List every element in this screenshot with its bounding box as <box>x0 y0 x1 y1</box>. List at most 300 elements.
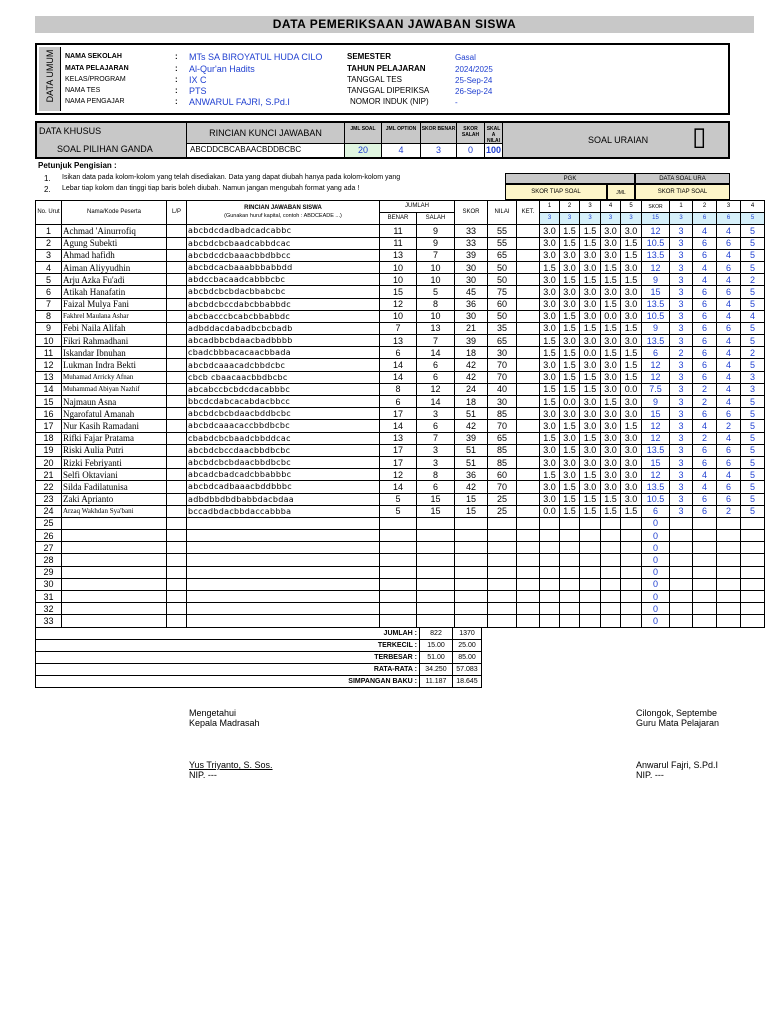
row-uraian-score[interactable]: 6 <box>717 237 741 249</box>
row-pgk-score[interactable]: 1.5 <box>621 420 642 432</box>
empty-cell[interactable] <box>717 517 741 529</box>
row-uraian-score[interactable]: 4 <box>693 420 717 432</box>
row-pgk-score[interactable]: 1.5 <box>621 371 642 383</box>
row-uraian-score[interactable]: 3 <box>670 261 693 273</box>
row-pgk-score[interactable]: 0.0 <box>540 505 560 517</box>
umum-left-value[interactable]: Al-Qur'an Hadits <box>189 64 255 74</box>
row-uraian-score[interactable]: 6 <box>693 249 717 261</box>
empty-cell[interactable] <box>560 554 580 566</box>
empty-cell[interactable] <box>417 615 455 627</box>
empty-cell[interactable] <box>455 554 488 566</box>
empty-cell[interactable] <box>517 554 540 566</box>
row-uraian-score[interactable]: 3 <box>670 249 693 261</box>
row-nama[interactable]: Najmaun Asna <box>62 396 167 408</box>
empty-cell[interactable] <box>62 554 167 566</box>
row-pgk-score[interactable]: 3.0 <box>580 396 601 408</box>
empty-cell[interactable] <box>580 530 601 542</box>
row-pgk-score[interactable]: 3.0 <box>601 286 621 298</box>
row-nama[interactable]: Arju Azka Fu'adi <box>62 274 167 286</box>
empty-cell[interactable] <box>62 578 167 590</box>
empty-cell[interactable] <box>693 578 717 590</box>
empty-cell[interactable] <box>455 615 488 627</box>
row-jawaban[interactable]: abcbdcbcbdacbbabcbc <box>187 286 380 298</box>
row-jawaban[interactable]: abcadcbadcadcbbabbbc <box>187 469 380 481</box>
empty-cell[interactable] <box>455 517 488 529</box>
row-pgk-score[interactable]: 1.5 <box>621 274 642 286</box>
row-uraian-score[interactable]: 5 <box>741 481 765 493</box>
empty-cell[interactable] <box>670 566 693 578</box>
row-lp[interactable] <box>167 225 187 237</box>
empty-cell[interactable] <box>187 554 380 566</box>
row-pgk-score[interactable]: 3.0 <box>540 481 560 493</box>
row-pgk-score[interactable]: 1.5 <box>580 505 601 517</box>
empty-cell[interactable] <box>741 517 765 529</box>
row-pgk-score[interactable]: 1.5 <box>601 261 621 273</box>
row-uraian-score[interactable]: 4 <box>741 310 765 322</box>
empty-cell[interactable] <box>380 554 417 566</box>
row-uraian-score[interactable]: 3 <box>670 298 693 310</box>
row-pgk-score[interactable]: 1.5 <box>601 274 621 286</box>
row-uraian-score[interactable]: 6 <box>693 286 717 298</box>
empty-cell[interactable] <box>62 591 167 603</box>
empty-cell[interactable] <box>455 603 488 615</box>
row-uraian-score[interactable]: 6 <box>717 493 741 505</box>
row-uraian-score[interactable]: 5 <box>741 335 765 347</box>
row-uraian-score[interactable]: 3 <box>670 225 693 237</box>
empty-cell[interactable] <box>741 530 765 542</box>
empty-cell[interactable] <box>417 578 455 590</box>
row-uraian-score[interactable]: 6 <box>693 322 717 334</box>
row-uraian-score[interactable]: 6 <box>693 359 717 371</box>
empty-cell[interactable] <box>717 554 741 566</box>
row-pgk-score[interactable]: 1.5 <box>560 383 580 395</box>
empty-cell[interactable] <box>62 615 167 627</box>
empty-cell[interactable] <box>741 554 765 566</box>
umum-left-value[interactable]: MTs SA BIROYATUL HUDA CILO <box>189 52 323 62</box>
row-uraian-score[interactable]: 6 <box>693 371 717 383</box>
row-uraian-score[interactable]: 6 <box>717 408 741 420</box>
empty-cell[interactable] <box>601 603 621 615</box>
row-pgk-score[interactable]: 1.5 <box>560 371 580 383</box>
row-uraian-score[interactable]: 6 <box>717 261 741 273</box>
row-pgk-score[interactable]: 1.5 <box>540 335 560 347</box>
empty-cell[interactable] <box>741 603 765 615</box>
row-jawaban[interactable]: abcbdcbccdabcbbabbdc <box>187 298 380 310</box>
row-uraian-score[interactable]: 2 <box>741 274 765 286</box>
row-uraian-score[interactable]: 3 <box>670 481 693 493</box>
row-uraian-score[interactable]: 3 <box>670 371 693 383</box>
row-jawaban[interactable]: adbddacdabadbcbcbadb <box>187 322 380 334</box>
row-jawaban[interactable]: abcabccbcbdcdacabbbc <box>187 383 380 395</box>
row-jawaban[interactable]: abcbdcbcbdaacbbdbcbc <box>187 456 380 468</box>
row-pgk-score[interactable]: 3.0 <box>621 481 642 493</box>
row-lp[interactable] <box>167 456 187 468</box>
empty-cell[interactable] <box>670 530 693 542</box>
row-jawaban[interactable]: abcbdcaaacaccbbdbcbc <box>187 420 380 432</box>
row-nama[interactable]: Achmad 'Ainurrofiq <box>62 225 167 237</box>
row-pgk-score[interactable]: 1.5 <box>560 481 580 493</box>
empty-cell[interactable] <box>717 615 741 627</box>
row-jawaban[interactable]: cbadcbbbacacaacbbada <box>187 347 380 359</box>
row-pgk-score[interactable]: 3.0 <box>621 298 642 310</box>
row-jawaban[interactable]: cbabdcbcbaadcbbddcac <box>187 432 380 444</box>
empty-cell[interactable] <box>560 578 580 590</box>
umum-left-value[interactable]: ANWARUL FAJRI, S.Pd.I <box>189 97 290 107</box>
row-pgk-score[interactable]: 1.5 <box>601 322 621 334</box>
row-pgk-score[interactable]: 1.5 <box>560 225 580 237</box>
empty-cell[interactable] <box>517 566 540 578</box>
empty-cell[interactable] <box>167 554 187 566</box>
row-pgk-score[interactable]: 1.5 <box>540 261 560 273</box>
empty-cell[interactable] <box>621 554 642 566</box>
empty-cell[interactable] <box>693 517 717 529</box>
umum-right-value[interactable]: 2024/2025 <box>455 65 493 74</box>
row-pgk-score[interactable]: 3.0 <box>621 469 642 481</box>
empty-cell[interactable] <box>187 517 380 529</box>
row-pgk-score[interactable]: 3.0 <box>601 408 621 420</box>
row-uraian-score[interactable]: 4 <box>717 432 741 444</box>
row-nama[interactable]: Aiman Aliyyudhin <box>62 261 167 273</box>
row-nama[interactable]: Febi Naila Alifah <box>62 322 167 334</box>
empty-cell[interactable] <box>488 517 517 529</box>
row-lp[interactable] <box>167 347 187 359</box>
row-pgk-score[interactable]: 3.0 <box>580 261 601 273</box>
row-pgk-score[interactable]: 1.5 <box>601 493 621 505</box>
row-uraian-score[interactable]: 3 <box>670 286 693 298</box>
kunci-value[interactable]: ABCDDCBCABAACBDDBCBC <box>190 145 302 154</box>
row-uraian-score[interactable]: 6 <box>693 310 717 322</box>
row-uraian-score[interactable]: 2 <box>717 420 741 432</box>
row-uraian-score[interactable]: 4 <box>717 310 741 322</box>
empty-cell[interactable] <box>187 530 380 542</box>
empty-cell[interactable] <box>621 542 642 554</box>
empty-cell[interactable] <box>488 554 517 566</box>
empty-cell[interactable] <box>517 591 540 603</box>
row-nama[interactable]: Rizki Febriyanti <box>62 456 167 468</box>
row-nama[interactable]: Nur Kasih Ramadani <box>62 420 167 432</box>
row-pgk-score[interactable]: 1.5 <box>621 237 642 249</box>
row-nama[interactable]: Iskandar Ibnuhan <box>62 347 167 359</box>
row-pgk-score[interactable]: 1.5 <box>540 469 560 481</box>
row-uraian-score[interactable]: 2 <box>670 347 693 359</box>
empty-cell[interactable] <box>560 615 580 627</box>
row-pgk-score[interactable]: 3.0 <box>580 420 601 432</box>
empty-cell[interactable] <box>601 591 621 603</box>
row-lp[interactable] <box>167 359 187 371</box>
row-uraian-score[interactable]: 6 <box>693 408 717 420</box>
row-pgk-score[interactable]: 1.5 <box>560 310 580 322</box>
empty-cell[interactable] <box>417 566 455 578</box>
empty-cell[interactable] <box>167 603 187 615</box>
empty-cell[interactable] <box>488 542 517 554</box>
row-lp[interactable] <box>167 261 187 273</box>
empty-cell[interactable] <box>488 566 517 578</box>
row-pgk-score[interactable]: 1.5 <box>580 274 601 286</box>
empty-cell[interactable] <box>167 591 187 603</box>
empty-cell[interactable] <box>670 603 693 615</box>
row-pgk-score[interactable]: 3.0 <box>580 249 601 261</box>
row-pgk-score[interactable]: 0.0 <box>560 396 580 408</box>
row-pgk-score[interactable]: 1.5 <box>580 432 601 444</box>
empty-cell[interactable] <box>670 542 693 554</box>
umum-left-value[interactable]: PTS <box>189 86 207 96</box>
row-pgk-score[interactable]: 1.5 <box>540 383 560 395</box>
row-uraian-score[interactable]: 6 <box>693 493 717 505</box>
row-uraian-score[interactable]: 3 <box>670 420 693 432</box>
row-pgk-score[interactable]: 3.0 <box>580 286 601 298</box>
empty-cell[interactable] <box>580 591 601 603</box>
row-uraian-score[interactable]: 3 <box>670 310 693 322</box>
row-uraian-score[interactable]: 3 <box>670 383 693 395</box>
empty-cell[interactable] <box>62 517 167 529</box>
row-uraian-score[interactable]: 3 <box>670 432 693 444</box>
row-pgk-score[interactable]: 1.5 <box>621 322 642 334</box>
empty-cell[interactable] <box>693 542 717 554</box>
row-pgk-score[interactable]: 3.0 <box>621 396 642 408</box>
row-lp[interactable] <box>167 383 187 395</box>
empty-cell[interactable] <box>187 591 380 603</box>
row-pgk-score[interactable]: 3.0 <box>540 298 560 310</box>
empty-cell[interactable] <box>717 591 741 603</box>
empty-cell[interactable] <box>540 542 560 554</box>
row-pgk-score[interactable]: 1.5 <box>560 420 580 432</box>
row-uraian-score[interactable]: 3 <box>741 371 765 383</box>
row-pgk-score[interactable]: 3.0 <box>560 408 580 420</box>
row-uraian-score[interactable]: 2 <box>741 347 765 359</box>
row-pgk-score[interactable]: 3.0 <box>540 408 560 420</box>
empty-cell[interactable] <box>621 566 642 578</box>
row-pgk-score[interactable]: 1.5 <box>621 249 642 261</box>
empty-cell[interactable] <box>601 578 621 590</box>
row-lp[interactable] <box>167 298 187 310</box>
empty-cell[interactable] <box>741 591 765 603</box>
empty-cell[interactable] <box>693 566 717 578</box>
row-nama[interactable]: Faizal Mulya Fani <box>62 298 167 310</box>
empty-cell[interactable] <box>455 566 488 578</box>
row-uraian-score[interactable]: 5 <box>741 298 765 310</box>
empty-cell[interactable] <box>670 578 693 590</box>
row-jawaban[interactable]: abcbdcbcbaadcabbdcac <box>187 237 380 249</box>
row-pgk-score[interactable]: 1.5 <box>560 359 580 371</box>
row-pgk-score[interactable]: 3.0 <box>560 456 580 468</box>
row-pgk-score[interactable]: 3.0 <box>621 225 642 237</box>
row-uraian-score[interactable]: 6 <box>717 444 741 456</box>
row-pgk-score[interactable]: 1.5 <box>560 237 580 249</box>
empty-cell[interactable] <box>717 603 741 615</box>
empty-cell[interactable] <box>187 603 380 615</box>
row-nama[interactable]: Ahmad hafidh <box>62 249 167 261</box>
row-pgk-score[interactable]: 3.0 <box>540 322 560 334</box>
row-pgk-score[interactable]: 3.0 <box>540 274 560 286</box>
row-pgk-score[interactable]: 3.0 <box>560 469 580 481</box>
empty-cell[interactable] <box>580 542 601 554</box>
empty-cell[interactable] <box>167 542 187 554</box>
row-nama[interactable]: Fikri Rahmadhani <box>62 335 167 347</box>
empty-cell[interactable] <box>741 566 765 578</box>
row-lp[interactable] <box>167 237 187 249</box>
row-pgk-score[interactable]: 3.0 <box>560 432 580 444</box>
empty-cell[interactable] <box>693 591 717 603</box>
row-pgk-score[interactable]: 3.0 <box>601 432 621 444</box>
row-uraian-score[interactable]: 4 <box>717 298 741 310</box>
empty-cell[interactable] <box>455 542 488 554</box>
row-lp[interactable] <box>167 432 187 444</box>
empty-cell[interactable] <box>62 530 167 542</box>
row-pgk-score[interactable]: 3.0 <box>580 359 601 371</box>
row-uraian-score[interactable]: 5 <box>741 249 765 261</box>
row-pgk-score[interactable]: 3.0 <box>601 469 621 481</box>
row-pgk-score[interactable]: 1.5 <box>621 359 642 371</box>
empty-cell[interactable] <box>380 530 417 542</box>
row-pgk-score[interactable]: 3.0 <box>540 225 560 237</box>
row-pgk-score[interactable]: 3.0 <box>601 359 621 371</box>
row-pgk-score[interactable]: 3.0 <box>540 286 560 298</box>
row-uraian-score[interactable]: 3 <box>670 493 693 505</box>
row-pgk-score[interactable]: 1.5 <box>621 505 642 517</box>
row-uraian-score[interactable]: 5 <box>741 432 765 444</box>
row-uraian-score[interactable]: 5 <box>741 444 765 456</box>
row-pgk-score[interactable]: 3.0 <box>601 456 621 468</box>
empty-cell[interactable] <box>167 517 187 529</box>
row-uraian-score[interactable]: 2 <box>693 432 717 444</box>
row-pgk-score[interactable]: 3.0 <box>540 359 560 371</box>
empty-cell[interactable] <box>580 517 601 529</box>
row-pgk-score[interactable]: 3.0 <box>621 432 642 444</box>
row-uraian-score[interactable]: 5 <box>741 322 765 334</box>
row-jawaban[interactable]: abdccbacaadcabbbcbc <box>187 274 380 286</box>
row-lp[interactable] <box>167 408 187 420</box>
row-uraian-score[interactable]: 6 <box>717 481 741 493</box>
row-uraian-score[interactable]: 3 <box>670 444 693 456</box>
kunci-param-value[interactable]: 0 <box>457 144 484 157</box>
empty-cell[interactable] <box>560 603 580 615</box>
row-pgk-score[interactable]: 3.0 <box>621 261 642 273</box>
row-uraian-score[interactable]: 5 <box>741 408 765 420</box>
empty-cell[interactable] <box>540 603 560 615</box>
row-pgk-score[interactable]: 3.0 <box>601 383 621 395</box>
row-pgk-score[interactable]: 3.0 <box>540 456 560 468</box>
kunci-param-value[interactable]: 4 <box>382 144 420 157</box>
empty-cell[interactable] <box>670 615 693 627</box>
row-uraian-score[interactable]: 4 <box>717 347 741 359</box>
row-uraian-score[interactable]: 5 <box>741 420 765 432</box>
row-uraian-score[interactable]: 6 <box>717 286 741 298</box>
empty-cell[interactable] <box>560 517 580 529</box>
row-uraian-score[interactable]: 4 <box>717 396 741 408</box>
row-pgk-score[interactable]: 3.0 <box>580 335 601 347</box>
empty-cell[interactable] <box>517 615 540 627</box>
empty-cell[interactable] <box>580 554 601 566</box>
row-pgk-score[interactable]: 1.5 <box>540 432 560 444</box>
row-uraian-score[interactable]: 5 <box>741 456 765 468</box>
row-jawaban[interactable]: abcbdcadbaaacbddbbbc <box>187 481 380 493</box>
empty-cell[interactable] <box>621 530 642 542</box>
row-uraian-score[interactable]: 5 <box>741 469 765 481</box>
row-pgk-score[interactable]: 3.0 <box>580 408 601 420</box>
empty-cell[interactable] <box>187 566 380 578</box>
row-uraian-score[interactable]: 2 <box>693 396 717 408</box>
row-lp[interactable] <box>167 444 187 456</box>
row-nama[interactable]: Muhamad Arricky Afnan <box>62 371 167 383</box>
row-lp[interactable] <box>167 310 187 322</box>
row-pgk-score[interactable]: 1.5 <box>560 322 580 334</box>
empty-cell[interactable] <box>741 542 765 554</box>
empty-cell[interactable] <box>380 517 417 529</box>
row-pgk-score[interactable]: 3.0 <box>540 420 560 432</box>
row-pgk-score[interactable]: 0.0 <box>601 310 621 322</box>
row-pgk-score[interactable]: 1.5 <box>560 347 580 359</box>
empty-cell[interactable] <box>717 578 741 590</box>
row-nama[interactable]: Arzaq Wakhdan Sya'bani <box>62 505 167 517</box>
row-pgk-score[interactable]: 3.0 <box>560 249 580 261</box>
empty-cell[interactable] <box>417 554 455 566</box>
row-jawaban[interactable]: abcbdcbcbdaacbddbcbc <box>187 408 380 420</box>
empty-cell[interactable] <box>601 517 621 529</box>
empty-cell[interactable] <box>601 554 621 566</box>
row-pgk-score[interactable]: 1.5 <box>601 298 621 310</box>
empty-cell[interactable] <box>417 530 455 542</box>
row-uraian-score[interactable]: 4 <box>693 274 717 286</box>
row-pgk-score[interactable]: 3.0 <box>560 261 580 273</box>
empty-cell[interactable] <box>517 603 540 615</box>
empty-cell[interactable] <box>717 542 741 554</box>
row-uraian-score[interactable]: 3 <box>670 469 693 481</box>
row-uraian-score[interactable]: 5 <box>741 359 765 371</box>
empty-cell[interactable] <box>380 578 417 590</box>
empty-cell[interactable] <box>621 591 642 603</box>
empty-cell[interactable] <box>580 615 601 627</box>
empty-cell[interactable] <box>670 591 693 603</box>
empty-cell[interactable] <box>621 615 642 627</box>
row-jawaban[interactable]: abcbdcdcbaaacbbdbbcc <box>187 249 380 261</box>
row-uraian-score[interactable]: 3 <box>670 237 693 249</box>
row-pgk-score[interactable]: 3.0 <box>540 444 560 456</box>
empty-cell[interactable] <box>560 591 580 603</box>
row-pgk-score[interactable]: 3.0 <box>560 298 580 310</box>
empty-cell[interactable] <box>741 578 765 590</box>
row-uraian-score[interactable]: 4 <box>717 371 741 383</box>
row-nama[interactable]: Agung Subekti <box>62 237 167 249</box>
umum-right-value[interactable]: 26-Sep-24 <box>455 87 493 96</box>
row-pgk-score[interactable]: 1.5 <box>580 383 601 395</box>
empty-cell[interactable] <box>540 615 560 627</box>
empty-cell[interactable] <box>380 566 417 578</box>
row-pgk-score[interactable]: 3.0 <box>601 371 621 383</box>
row-pgk-score[interactable]: 3.0 <box>560 335 580 347</box>
row-pgk-score[interactable]: 0.0 <box>621 383 642 395</box>
empty-cell[interactable] <box>380 615 417 627</box>
empty-cell[interactable] <box>417 517 455 529</box>
empty-cell[interactable] <box>455 530 488 542</box>
empty-cell[interactable] <box>488 578 517 590</box>
empty-cell[interactable] <box>580 578 601 590</box>
row-uraian-score[interactable]: 6 <box>693 298 717 310</box>
row-jawaban[interactable]: abcbdcaaacadcbbdcbc <box>187 359 380 371</box>
empty-cell[interactable] <box>540 578 560 590</box>
row-pgk-score[interactable]: 1.5 <box>540 396 560 408</box>
row-uraian-score[interactable]: 4 <box>717 225 741 237</box>
empty-cell[interactable] <box>540 517 560 529</box>
empty-cell[interactable] <box>717 566 741 578</box>
empty-cell[interactable] <box>517 530 540 542</box>
row-uraian-score[interactable]: 3 <box>670 396 693 408</box>
row-pgk-score[interactable]: 3.0 <box>621 456 642 468</box>
row-jawaban[interactable]: abcbdcbccdaacbbdbcbc <box>187 444 380 456</box>
row-pgk-score[interactable]: 0.0 <box>580 347 601 359</box>
row-uraian-score[interactable]: 6 <box>717 322 741 334</box>
row-pgk-score[interactable]: 1.5 <box>580 371 601 383</box>
row-jawaban[interactable]: abcadbbcbdaacbadbbbb <box>187 335 380 347</box>
